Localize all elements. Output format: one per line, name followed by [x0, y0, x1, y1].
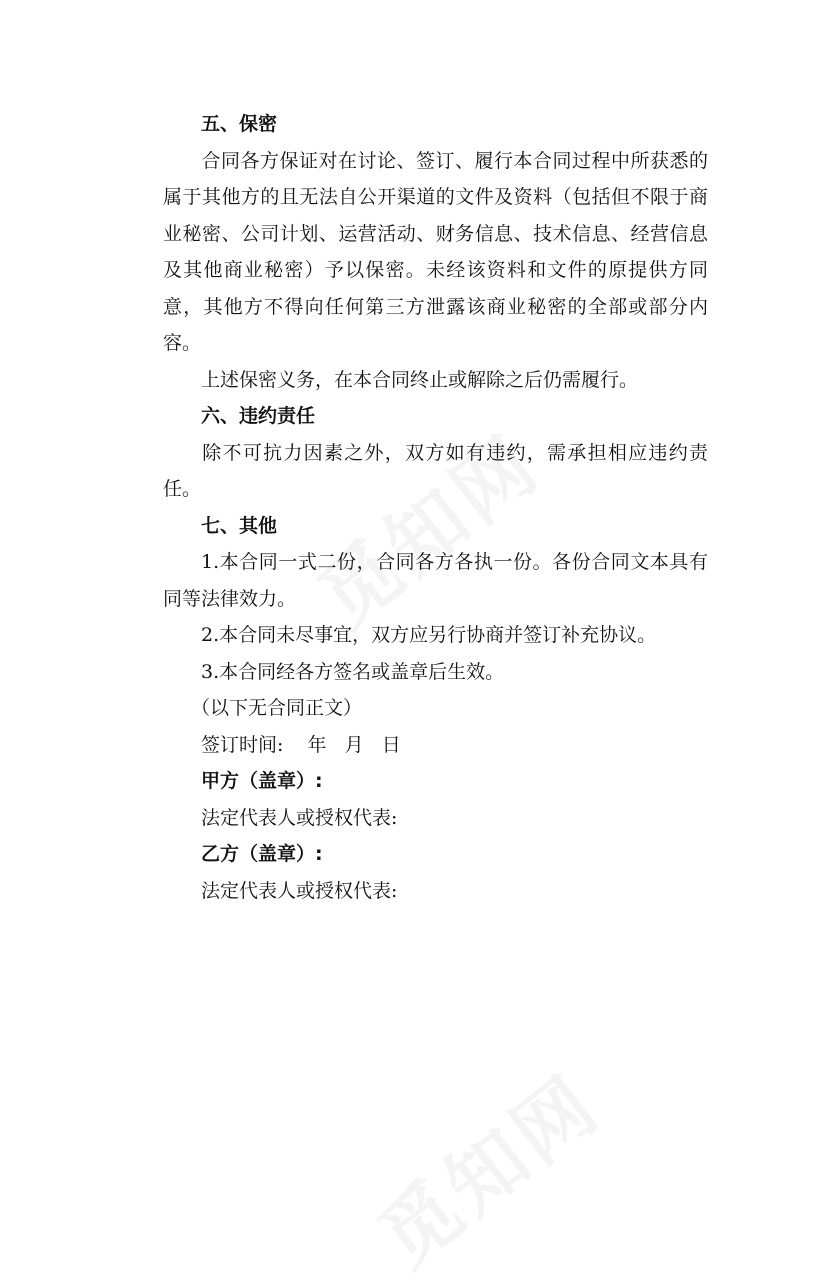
- party-a-seal: 甲方（盖章）:: [201, 770, 323, 792]
- paragraph-text: 1.本合同一式二份，合同各方各执一份。各份合同文本具有同等法律效力。: [163, 551, 708, 610]
- paragraph-confidentiality-duration: 上述保密义务，在本合同终止或解除之后仍需履行。: [201, 368, 639, 391]
- section-heading-confidentiality: 五、保密: [201, 113, 278, 135]
- paragraph-text: 除不可抗力因素之外，双方如有违约，需承担相应违约责任。: [163, 441, 708, 500]
- list-item-copies: [163, 544, 708, 617]
- paragraph-liability: [163, 435, 708, 508]
- list-item-supplement: 2.本合同未尽事宜，双方应另行协商并签订补充协议。: [201, 624, 657, 646]
- document-body: [163, 106, 708, 909]
- party-b-representative: 法定代表人或授权代表:: [201, 879, 398, 902]
- party-a-representative: 法定代表人或授权代表:: [201, 806, 398, 829]
- party-b-seal: 乙方（盖章）:: [201, 843, 323, 865]
- watermark: [352, 1044, 620, 1287]
- paragraph-text: 合同各方保证对在讨论、签订、履行本合同过程中所获悉的属于其他方的且无法自公开渠道的文件及资料（包括但不限于商业秘密、公司计划、运营活动、财务信息、技术信息、经营信息及其他商业秘密）予以保密。未经该资料和文件的原提供方同意，其他方不得向任何第三方泄露该商业秘密的全部或部分内容。: [163, 149, 708, 354]
- section-heading-other: 七、其他: [201, 514, 278, 537]
- no-further-text-note: （以下无合同正文）: [191, 697, 363, 719]
- paragraph-confidentiality: [163, 143, 708, 362]
- section-heading-liability: 六、违约责任: [201, 405, 316, 427]
- signing-date: 签订时间: 年 月 日: [201, 733, 401, 756]
- list-item-effective: 3.本合同经各方签名或盖章后生效。: [201, 660, 505, 683]
